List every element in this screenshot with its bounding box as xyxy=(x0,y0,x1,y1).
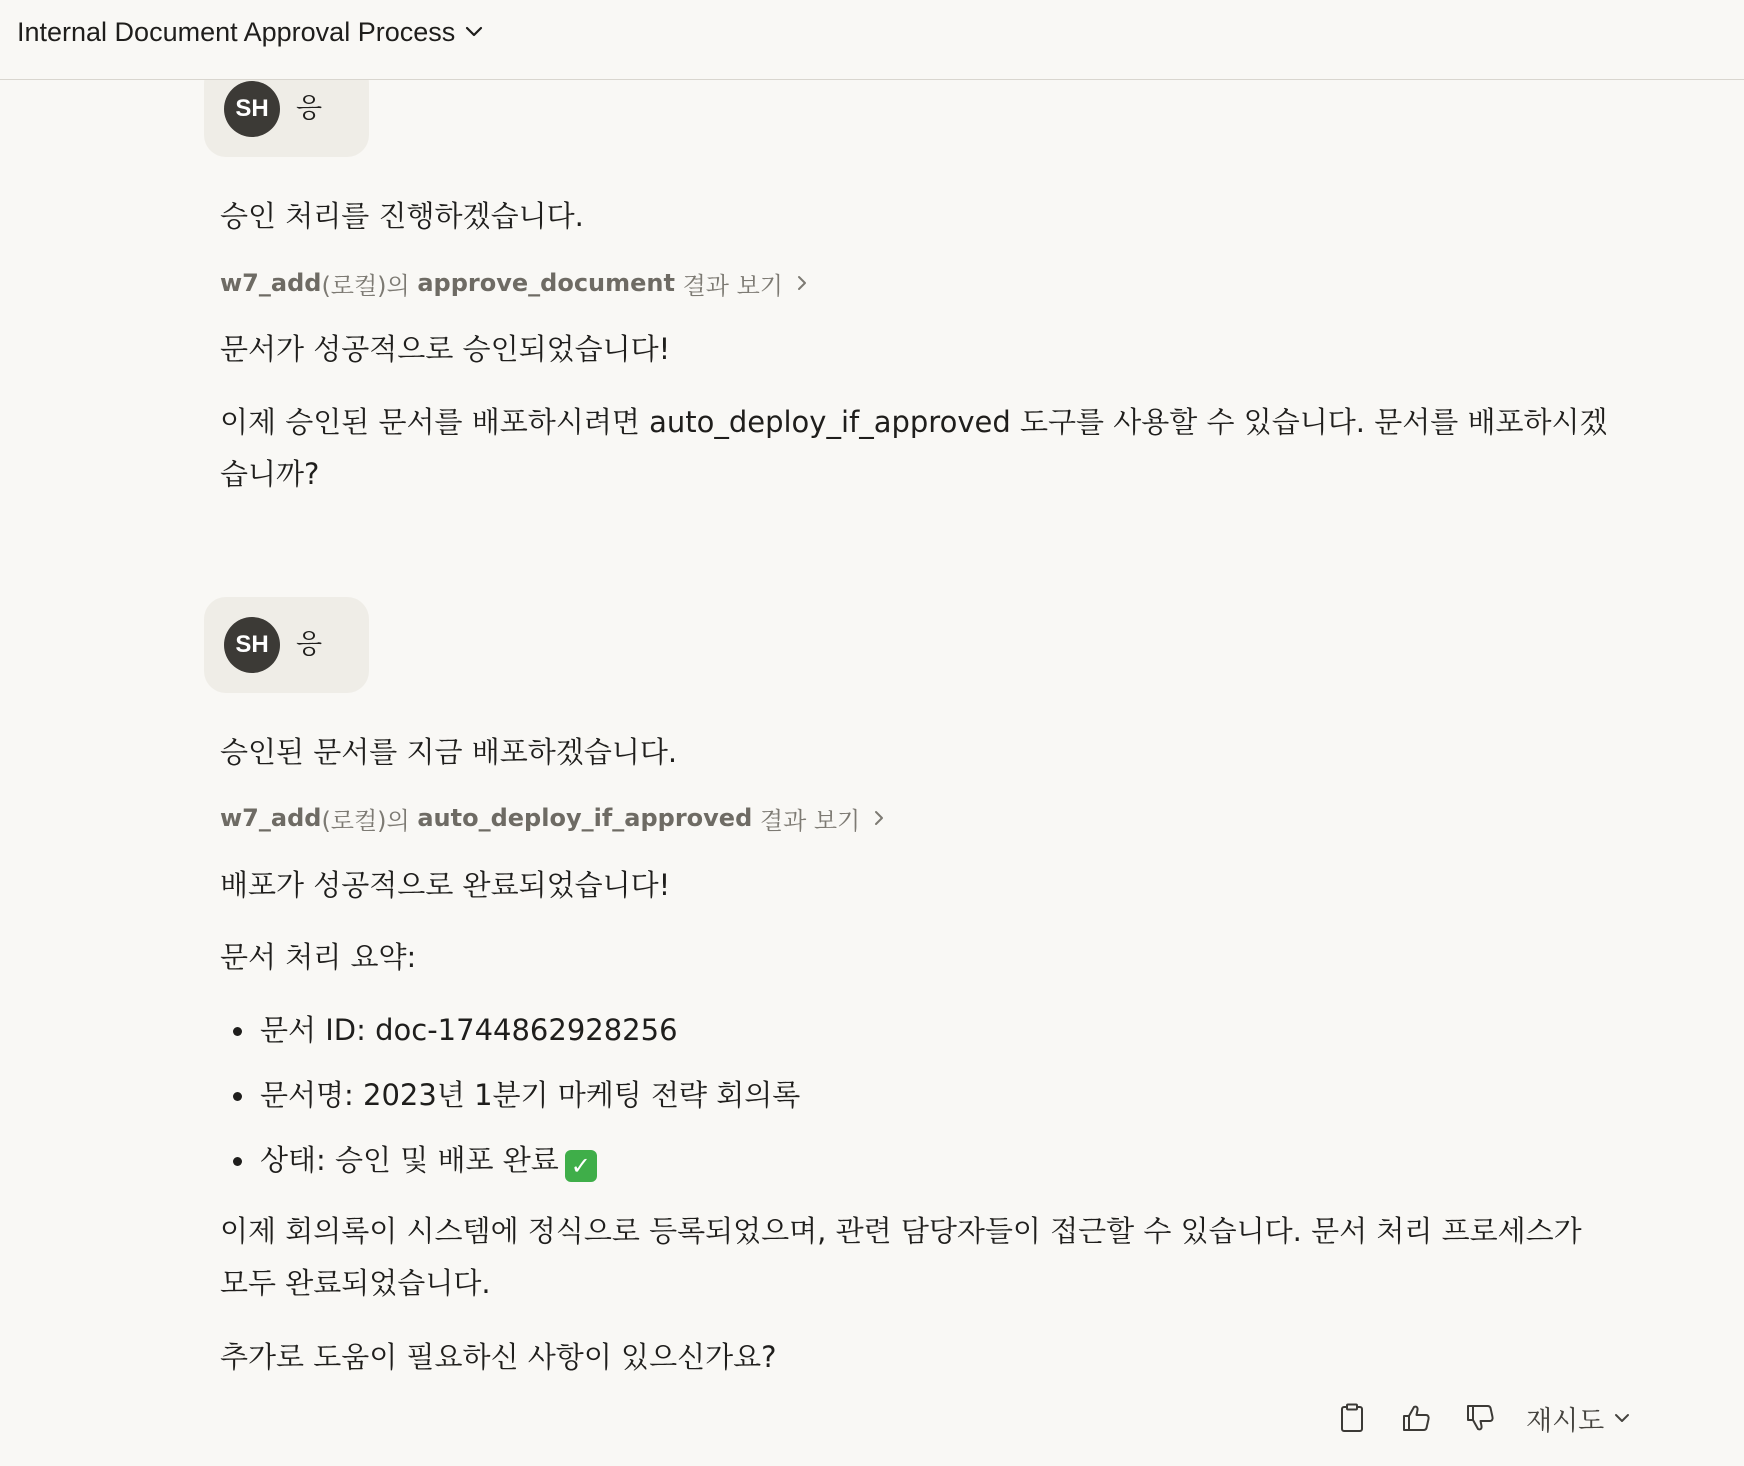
assistant-intro: 승인 처리를 진행하겠습니다. xyxy=(220,199,584,233)
chevron-right-icon xyxy=(797,275,807,291)
chevron-down-icon xyxy=(1614,1413,1630,1423)
user-message-text: 응 xyxy=(296,629,323,660)
summary-item-text: 상태: 승인 및 배포 완료 xyxy=(260,1143,559,1177)
copy-button[interactable] xyxy=(1330,1396,1374,1440)
thumbs-down-button[interactable] xyxy=(1458,1396,1502,1440)
assistant-result: 배포가 성공적으로 완료되었습니다! xyxy=(220,868,671,902)
tool-server-name: w7_add xyxy=(220,804,322,832)
assistant-closing: 이제 회의록이 시스템에 정식으로 등록되었으며, 관련 담당자들이 접근할 수 있습니다. 문서 처리 프로세스가 모두 완료되었습니다. xyxy=(220,1214,1582,1300)
retry-label: 재시도 xyxy=(1526,1405,1605,1437)
conversation-title-button[interactable] xyxy=(17,14,483,50)
tool-name: approve_document xyxy=(417,269,675,297)
thumbs-up-button[interactable] xyxy=(1394,1396,1438,1440)
list-item xyxy=(220,1069,800,1134)
thumbs-up-icon xyxy=(1401,1404,1431,1432)
tool-view-label: 결과 보기 xyxy=(752,806,861,835)
list-item xyxy=(220,1134,800,1199)
tool-local-label: (로컬)의 xyxy=(321,806,418,835)
user-message-text: 응 xyxy=(296,93,323,124)
summary-item-text: 문서명: 2023년 1분기 마케팅 전략 회의록 xyxy=(260,1078,801,1112)
thumbs-down-icon xyxy=(1465,1404,1495,1432)
top-bar xyxy=(0,0,1744,80)
tool-result-link[interactable] xyxy=(220,265,807,301)
chevron-down-icon xyxy=(465,26,483,38)
assistant-intro: 승인된 문서를 지금 배포하겠습니다. xyxy=(220,735,678,769)
clipboard-icon xyxy=(1339,1403,1365,1433)
conversation-title: Internal Document Approval Process xyxy=(17,16,456,47)
tool-name: auto_deploy_if_approved xyxy=(417,804,753,832)
message-actions xyxy=(1330,1396,1630,1440)
user-message xyxy=(204,597,369,693)
assistant-result: 문서가 성공적으로 승인되었습니다! xyxy=(220,332,671,366)
avatar: SH xyxy=(224,617,280,673)
summary-item-text: 문서 ID: doc-1744862928256 xyxy=(260,1013,678,1047)
summary-heading: 문서 처리 요약: xyxy=(220,940,417,974)
tool-result-link[interactable] xyxy=(220,800,884,836)
check-mark-icon: ✓ xyxy=(565,1150,597,1182)
retry-button[interactable] xyxy=(1526,1399,1630,1438)
tool-view-label: 결과 보기 xyxy=(674,271,783,300)
assistant-followup: 이제 승인된 문서를 배포하시려면 auto_deploy_if_approved 도구를 사용할 수 있습니다. 문서를 배포하시겠습니까? xyxy=(220,405,1608,491)
assistant-question: 추가로 도움이 필요하신 사항이 있으신가요? xyxy=(220,1340,777,1374)
list-item xyxy=(220,1004,800,1069)
avatar: SH xyxy=(224,81,280,137)
tool-local-label: (로컬)의 xyxy=(321,271,418,300)
summary-list xyxy=(220,1004,800,1199)
tool-server-name: w7_add xyxy=(220,269,322,297)
chevron-right-icon xyxy=(874,810,884,826)
